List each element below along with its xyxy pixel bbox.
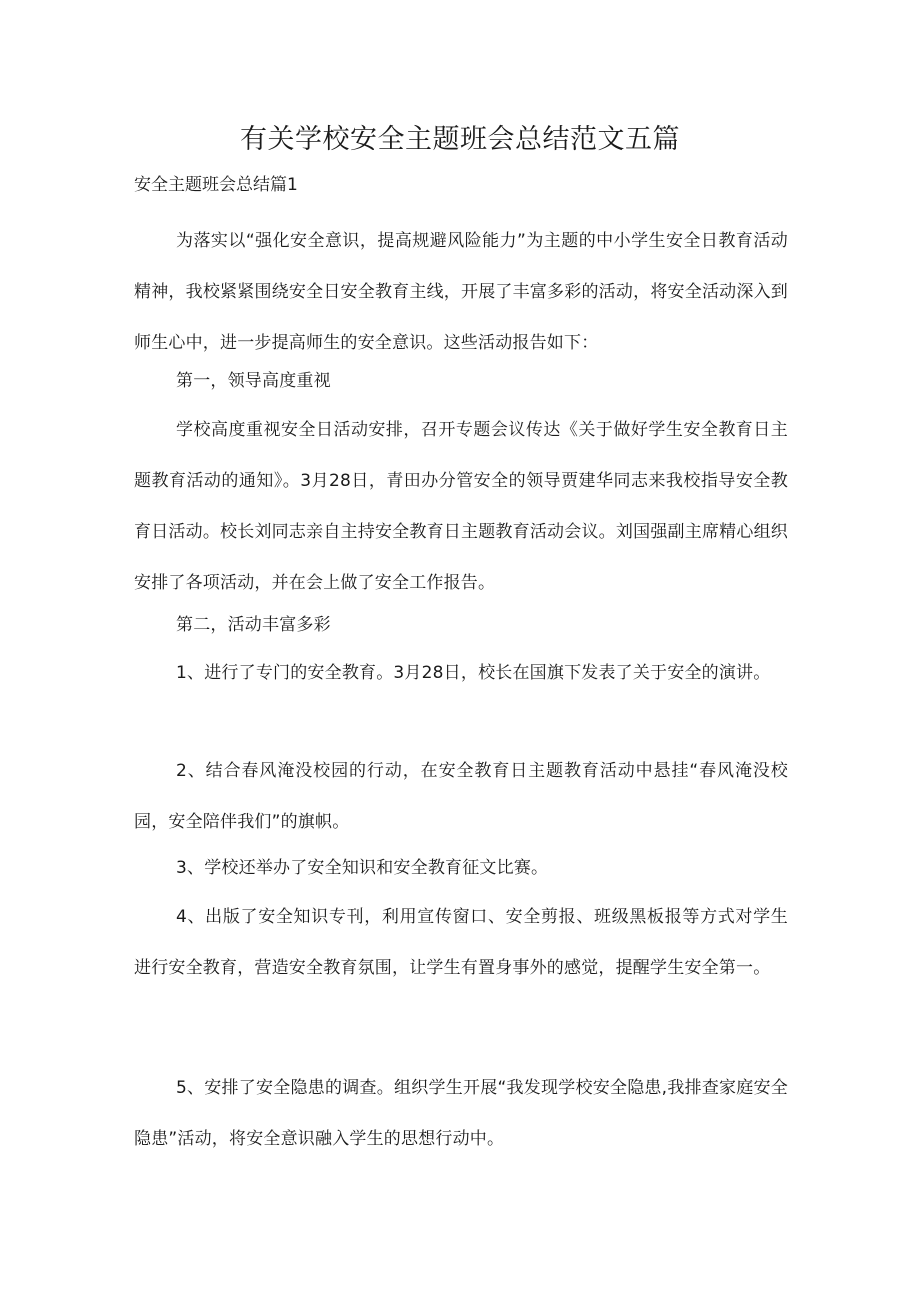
paragraph-heading-first: 第一，领导高度重视: [176, 371, 331, 391]
paragraph-leadership: 学校高度重视安全日活动安排，召开专题会议传达《关于做好学生安全教育日主题教育活动的通知》。3月28日，青田办分管安全的领导贾建华同志来我校指导安全教育日活动。校长刘同志亲自主持安全教育日主题教育活动会议。刘国强副主席精心组织安排了各项活动，并在会上做了安全工作报告。: [134, 420, 788, 593]
paragraph-item-4: 4、出版了安全知识专刊，利用宣传窗口、安全剪报、班级黑板报等方式对学生进行安全教育，营造安全教育氛围，让学生有置身事外的感觉，提醒学生安全第一。: [134, 907, 788, 978]
document-title: 有关学校安全主题班会总结范文五篇: [240, 124, 680, 155]
paragraph-heading-second: 第二，活动丰富多彩: [176, 615, 331, 635]
paragraph-item-5: 5、安排了安全隐患的调查。组织学生开展“我发现学校安全隐患,我排查家庭安全隐患”活动，将安全意识融入学生的思想行动中。: [134, 1078, 788, 1149]
paragraph-item-1: 1、进行了专门的安全教育。3月28日，校长在国旗下发表了关于安全的演讲。: [176, 663, 771, 683]
section-heading: 安全主题班会总结篇1: [134, 175, 298, 195]
paragraph-item-3: 3、学校还举办了安全知识和安全教育征文比赛。: [176, 858, 549, 878]
paragraph-item-2: 2、结合春风淹没校园的行动，在安全教育日主题教育活动中悬挂“春风淹没校园，安全陪伴我们”的旗帜。: [134, 761, 788, 832]
paragraph-intro: 为落实以“强化安全意识，提高规避风险能力”为主题的中小学生安全日教育活动精神，我校紧紧围绕安全日安全教育主线，开展了丰富多彩的活动，将安全活动深入到师生心中，进一步提高师生的安全意识。这些活动报告如下：: [134, 231, 788, 353]
